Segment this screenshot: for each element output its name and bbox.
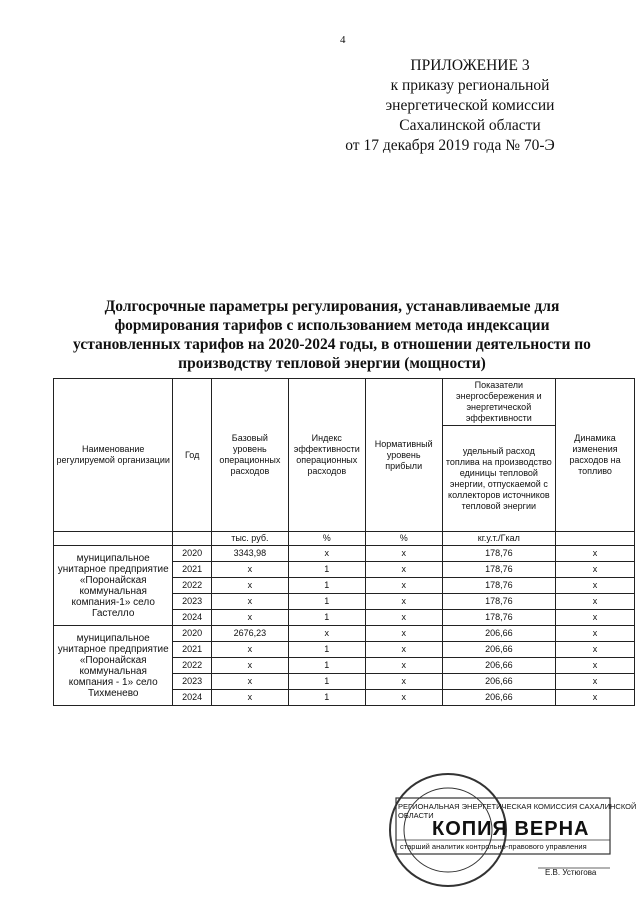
cell-year: 2024 xyxy=(173,610,211,626)
unit-profit: % xyxy=(365,532,442,546)
cell-index: 1 xyxy=(288,610,365,626)
appendix-header xyxy=(340,56,600,156)
cell-fuel: 206,66 xyxy=(442,642,555,658)
appendix-title: ПРИЛОЖЕНИЕ 3 xyxy=(410,57,530,74)
cell-dyn: x xyxy=(556,562,635,578)
cell-profit: x xyxy=(365,674,442,690)
header-year: Год xyxy=(173,379,211,532)
cell-base: 2676,23 xyxy=(211,626,288,642)
cell-profit: x xyxy=(365,594,442,610)
appendix-line: Сахалинской области xyxy=(399,117,541,134)
org-name-cell: муниципальное унитарное предприятие «Поронайская коммунальная компания - 1» село Тихменево xyxy=(54,626,173,706)
cell-dyn: x xyxy=(556,594,635,610)
table-row xyxy=(54,546,635,562)
header-energy-group: Показатели энергосбережения и энергетической эффективности xyxy=(442,379,555,426)
header-dynamics: Динамика изменения расходов на топливо xyxy=(556,379,635,532)
cell-fuel: 178,76 xyxy=(442,578,555,594)
cell-base: x xyxy=(211,674,288,690)
cell-year: 2023 xyxy=(173,594,211,610)
header-fuel: удельный расход топлива на производство единицы тепловой энергии, отпускаемой с коллекторов источников тепловой энергии xyxy=(442,426,555,532)
cell-dyn: x xyxy=(556,690,635,706)
unit-fuel: кг.у.т./Гкал xyxy=(442,532,555,546)
cell-year: 2024 xyxy=(173,690,211,706)
cell-profit: x xyxy=(365,578,442,594)
cell-base: x xyxy=(211,642,288,658)
cell-fuel: 206,66 xyxy=(442,674,555,690)
cell-dyn: x xyxy=(556,658,635,674)
cell-fuel: 206,66 xyxy=(442,658,555,674)
cell-fuel: 178,76 xyxy=(442,562,555,578)
cell-profit: x xyxy=(365,626,442,642)
header-index: Индекс эффективности операционных расходов xyxy=(288,379,365,532)
cell-base: x xyxy=(211,658,288,674)
cell-profit: x xyxy=(365,642,442,658)
cell-dyn: x xyxy=(556,578,635,594)
stamp-copy-verified: КОПИЯ ВЕРНА xyxy=(432,818,590,840)
stamp-position: старший аналитик контрольно-правового управления xyxy=(400,842,587,851)
cell-year: 2022 xyxy=(173,578,211,594)
cell-year: 2022 xyxy=(173,658,211,674)
cell-profit: x xyxy=(365,562,442,578)
table-row xyxy=(54,626,635,642)
cell-base: x xyxy=(211,690,288,706)
cell-index: x xyxy=(288,546,365,562)
parameters-table xyxy=(53,378,635,706)
cell-index: 1 xyxy=(288,562,365,578)
cell-year: 2020 xyxy=(173,626,211,642)
unit-base: тыс. руб. xyxy=(211,532,288,546)
cell-dyn: x xyxy=(556,610,635,626)
cell-index: 1 xyxy=(288,658,365,674)
page-number: 4 xyxy=(340,34,346,46)
cell-year: 2021 xyxy=(173,562,211,578)
cell-fuel: 178,76 xyxy=(442,610,555,626)
org-name-cell: муниципальное унитарное предприятие «Поронайская коммунальная компания-1» село Гастелло xyxy=(54,546,173,626)
cell-year: 2020 xyxy=(173,546,211,562)
unit-index: % xyxy=(288,532,365,546)
cell-year: 2021 xyxy=(173,642,211,658)
cell-fuel: 206,66 xyxy=(442,690,555,706)
cell-profit: x xyxy=(365,690,442,706)
cell-fuel: 206,66 xyxy=(442,626,555,642)
appendix-date-line: от 17 декабря 2019 года № 70-Э xyxy=(345,137,555,154)
cell-profit: x xyxy=(365,546,442,562)
appendix-line: энергетической комиссии xyxy=(385,97,555,114)
document-title: Долгосрочные параметры регулирования, устанавливаемые для формирования тарифов с использованием метода индексации установленных тарифов на 2020-2024 годы, в отношении деятельности по производству тепловой энергии (мощности) xyxy=(73,298,591,372)
cell-profit: x xyxy=(365,610,442,626)
header-org: Наименование регулируемой организации xyxy=(54,379,173,532)
cell-base: x xyxy=(211,610,288,626)
cell-base: x xyxy=(211,578,288,594)
cell-base: 3343,98 xyxy=(211,546,288,562)
cell-base: x xyxy=(211,562,288,578)
table-body xyxy=(54,546,635,706)
cell-fuel: 178,76 xyxy=(442,594,555,610)
cell-index: 1 xyxy=(288,594,365,610)
cell-year: 2023 xyxy=(173,674,211,690)
cell-dyn: x xyxy=(556,642,635,658)
cell-dyn: x xyxy=(556,546,635,562)
appendix-line: к приказу региональной xyxy=(390,77,550,94)
cell-profit: x xyxy=(365,658,442,674)
cell-index: 1 xyxy=(288,578,365,594)
cell-fuel: 178,76 xyxy=(442,546,555,562)
stamp-signer: Е.В. Устюгова xyxy=(545,868,597,877)
header-base: Базовый уровень операционных расходов xyxy=(211,379,288,532)
cell-dyn: x xyxy=(556,674,635,690)
cell-index: 1 xyxy=(288,674,365,690)
stamp-commission: РЕГИОНАЛЬНАЯ ЭНЕРГЕТИЧЕСКАЯ КОМИССИЯ САХАЛИНСКОЙ ОБЛАСТИ xyxy=(398,802,637,820)
cell-index: 1 xyxy=(288,642,365,658)
cell-dyn: x xyxy=(556,626,635,642)
cell-index: 1 xyxy=(288,690,365,706)
cell-base: x xyxy=(211,594,288,610)
header-profit: Нормативный уровень прибыли xyxy=(365,379,442,532)
cell-index: x xyxy=(288,626,365,642)
